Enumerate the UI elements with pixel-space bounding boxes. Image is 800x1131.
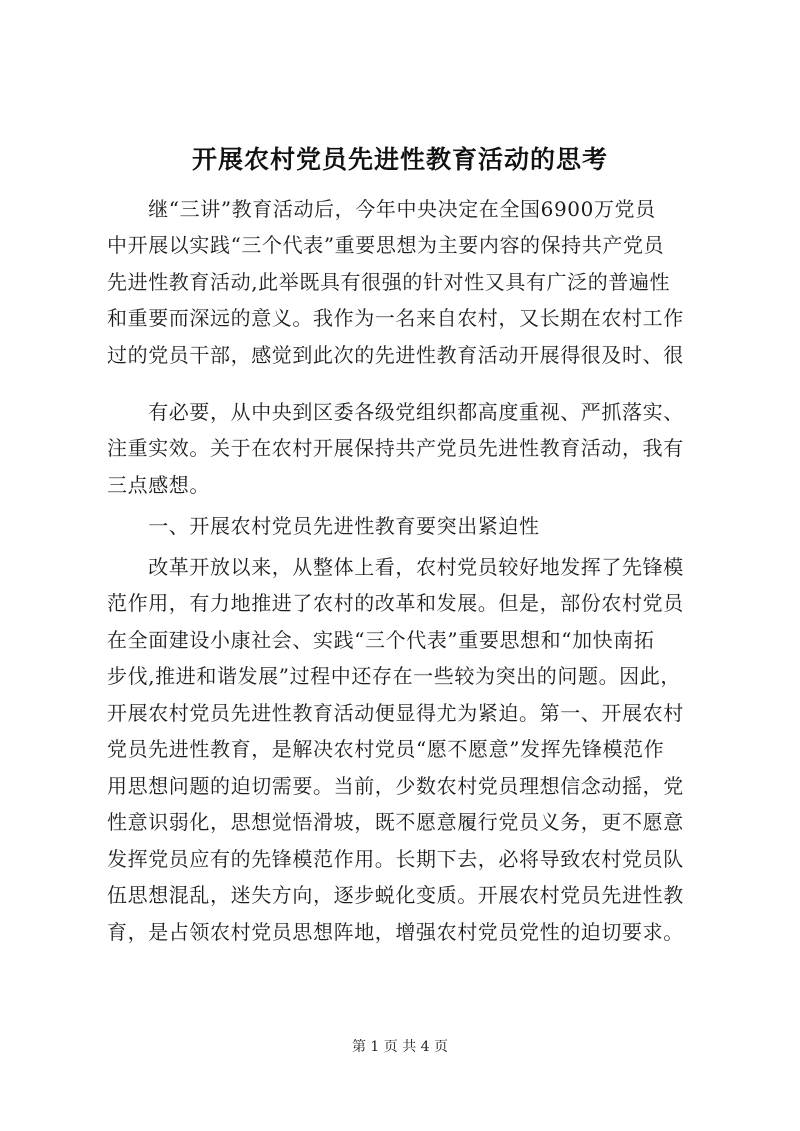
body-line: 三点感想。	[107, 473, 210, 497]
body-line: 注重实效。关于在农村开展保持共产党员先进性教育活动，我有	[107, 436, 684, 460]
body-line: 有必要，从中央到区委各级党组织都高度重视、严抓落实、	[107, 400, 684, 424]
body-line: 发挥党员应有的先锋模范作用。长期下去，必将导致农村党员队	[107, 847, 684, 871]
body-line: 性意识弱化，思想觉悟滑坡，既不愿意履行党员义务，更不愿意	[107, 810, 684, 834]
body-line: 范作用，有力地推进了农村的改革和发展。但是，部份农村党员	[107, 591, 684, 615]
document-title: 开展农村党员先进性教育活动的思考	[191, 145, 608, 174]
page-footer: 第 1 页 共 4 页	[351, 1039, 449, 1055]
body-line: 党员先进性教育，是解决农村党员“愿不愿意”发挥先锋模范作	[107, 737, 665, 761]
body-line: 育，是占领农村党员思想阵地，增强农村党员党性的迫切要求。	[107, 920, 684, 944]
body-line: 继“三讲”教育活动后，今年中央决定在全国6900万党员	[107, 197, 656, 221]
body-line: 开展农村党员先进性教育活动便显得尤为紧迫。第一、开展农村	[107, 701, 684, 725]
body-line: 伍思想混乱，迷失方向，逐步蜕化变质。开展农村党员先进性教	[107, 883, 684, 907]
body-line: 用思想问题的迫切需要。当前，少数农村党员理想信念动摇，党	[107, 774, 684, 798]
body-line: 过的党员干部，感觉到此次的先进性教育活动开展得很及时、很	[107, 343, 684, 367]
body-line: 中开展以实践“三个代表”重要思想为主要内容的保持共产党员	[107, 233, 665, 257]
body-line: 步伐,推进和谐发展”过程中还存在一些较为突出的问题。因此，	[107, 664, 681, 688]
body-line: 改革开放以来，从整体上看，农村党员较好地发挥了先锋模	[107, 555, 684, 579]
body-line: 和重要而深远的意义。我作为一名来自农村，又长期在农村工作	[107, 306, 684, 330]
body-line: 先进性教育活动,此举既具有很强的针对性又具有广泛的普遍性	[107, 270, 671, 294]
body-line: 在全面建设小康社会、实践“三个代表”重要思想和“加快南拓	[107, 628, 655, 652]
section-heading: 一、开展农村党员先进性教育要突出紧迫性	[107, 514, 540, 538]
